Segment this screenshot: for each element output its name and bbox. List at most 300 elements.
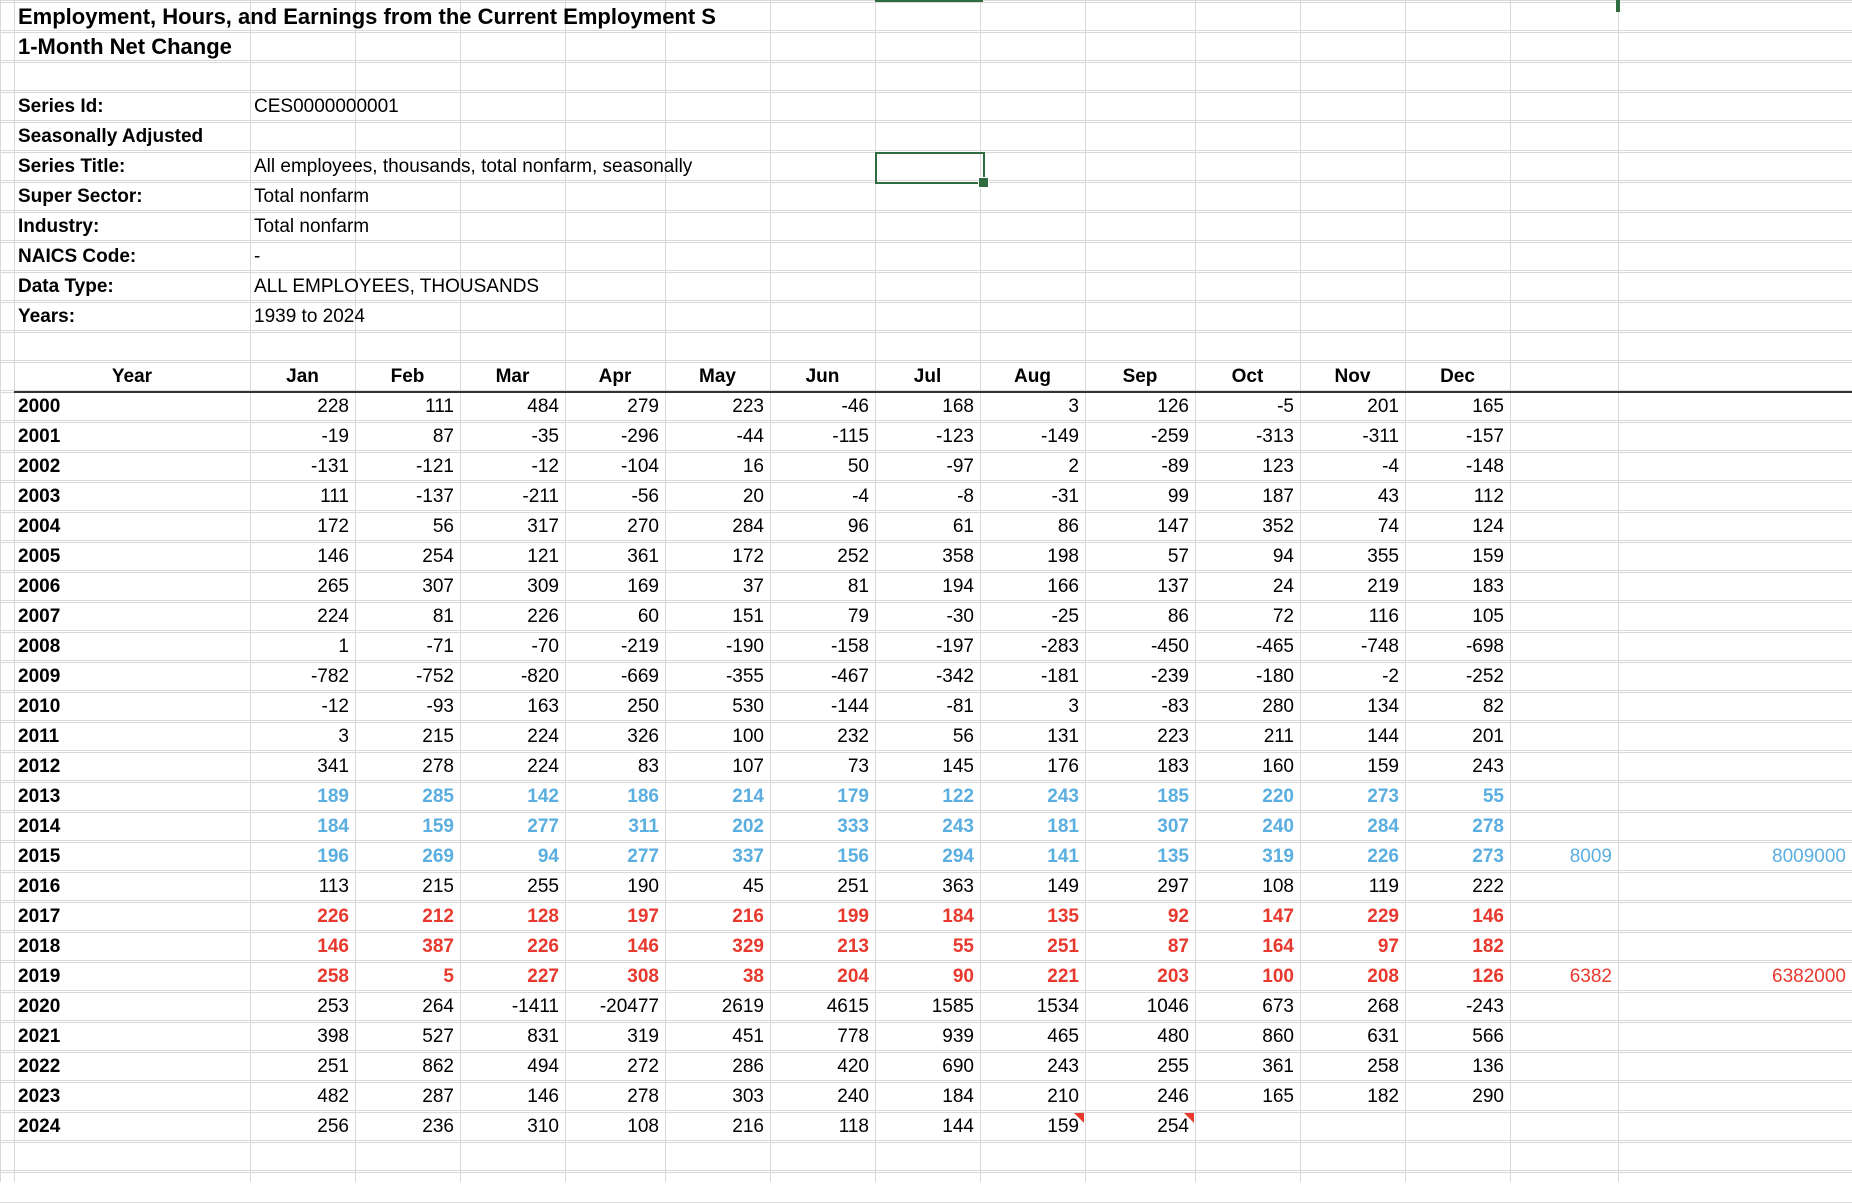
year-cell[interactable]: 2018 — [18, 936, 61, 957]
data-cell[interactable]: -283 — [1040, 636, 1079, 657]
data-cell[interactable]: 329 — [732, 936, 764, 957]
data-cell[interactable]: 137 — [1157, 576, 1189, 597]
data-cell[interactable]: 60 — [637, 606, 659, 627]
data-cell[interactable]: 690 — [942, 1056, 974, 1077]
data-cell[interactable]: 673 — [1262, 996, 1294, 1017]
data-cell[interactable]: 99 — [1167, 486, 1189, 507]
data-cell[interactable]: 135 — [1157, 846, 1189, 867]
data-cell[interactable]: 494 — [527, 1056, 559, 1077]
data-cell[interactable]: 126 — [1157, 396, 1189, 417]
data-cell[interactable]: 253 — [317, 996, 349, 1017]
data-cell[interactable]: 208 — [1367, 966, 1399, 987]
data-cell[interactable]: 303 — [732, 1086, 764, 1107]
data-cell[interactable]: 204 — [837, 966, 869, 987]
column-header-feb[interactable]: Feb — [390, 366, 425, 387]
total-cell[interactable]: 8009 — [1569, 846, 1612, 867]
data-cell[interactable]: -8 — [957, 486, 974, 507]
data-cell[interactable]: -46 — [841, 396, 869, 417]
data-cell[interactable]: 159 — [1047, 1116, 1079, 1137]
data-cell[interactable]: -97 — [946, 456, 974, 477]
data-cell[interactable]: -83 — [1161, 696, 1189, 717]
data-cell[interactable]: 181 — [1047, 816, 1079, 837]
data-cell[interactable]: 224 — [527, 756, 559, 777]
data-cell[interactable]: 273 — [1472, 846, 1504, 867]
data-cell[interactable]: 38 — [742, 966, 764, 987]
data-cell[interactable]: -669 — [620, 666, 659, 687]
year-cell[interactable]: 2011 — [18, 726, 60, 747]
data-cell[interactable]: 363 — [942, 876, 974, 897]
data-cell[interactable]: 176 — [1047, 756, 1079, 777]
data-cell[interactable]: 184 — [942, 1086, 974, 1107]
data-cell[interactable]: 160 — [1262, 756, 1294, 777]
data-cell[interactable]: 185 — [1157, 786, 1189, 807]
data-cell[interactable]: -89 — [1161, 456, 1189, 477]
data-cell[interactable]: 135 — [1047, 906, 1079, 927]
data-cell[interactable]: 183 — [1472, 576, 1504, 597]
data-cell[interactable]: -243 — [1465, 996, 1504, 1017]
data-cell[interactable]: -30 — [946, 606, 974, 627]
data-cell[interactable]: 250 — [627, 696, 659, 717]
data-cell[interactable]: 2 — [1068, 456, 1079, 477]
data-cell[interactable]: 219 — [1367, 576, 1399, 597]
column-header-dec[interactable]: Dec — [1440, 366, 1475, 387]
data-cell[interactable]: -131 — [310, 456, 349, 477]
year-cell[interactable]: 2017 — [18, 906, 61, 927]
meta-value[interactable]: CES0000000001 — [254, 96, 399, 117]
data-cell[interactable]: 190 — [627, 876, 659, 897]
year-cell[interactable]: 2012 — [18, 756, 61, 777]
meta-label[interactable]: Series Title: — [18, 156, 126, 177]
data-cell[interactable]: -123 — [935, 426, 974, 447]
data-cell[interactable]: 243 — [1047, 1056, 1079, 1077]
data-cell[interactable]: -190 — [725, 636, 764, 657]
column-header-sep[interactable]: Sep — [1122, 366, 1158, 387]
data-cell[interactable]: -81 — [946, 696, 974, 717]
data-cell[interactable]: 352 — [1262, 516, 1294, 537]
data-cell[interactable]: 1 — [338, 636, 349, 657]
data-cell[interactable]: 159 — [422, 816, 454, 837]
data-cell[interactable]: 79 — [847, 606, 869, 627]
data-cell[interactable]: 57 — [1167, 546, 1189, 567]
data-cell[interactable]: -137 — [415, 486, 454, 507]
data-cell[interactable]: 3 — [1068, 396, 1079, 417]
data-cell[interactable]: 128 — [527, 906, 559, 927]
data-cell[interactable]: 146 — [1472, 906, 1504, 927]
comment-indicator[interactable] — [1184, 1113, 1194, 1123]
data-cell[interactable]: 184 — [942, 906, 974, 927]
comment-indicator[interactable] — [1074, 1113, 1084, 1123]
data-cell[interactable]: -355 — [725, 666, 764, 687]
data-cell[interactable]: 141 — [1047, 846, 1079, 867]
data-cell[interactable]: 213 — [837, 936, 869, 957]
data-cell[interactable]: 159 — [1472, 546, 1504, 567]
data-cell[interactable]: 197 — [627, 906, 659, 927]
data-cell[interactable]: 169 — [627, 576, 659, 597]
data-cell[interactable]: 273 — [1367, 786, 1399, 807]
data-cell[interactable]: 87 — [1167, 936, 1189, 957]
data-cell[interactable]: 179 — [837, 786, 869, 807]
data-cell[interactable]: -239 — [1150, 666, 1189, 687]
year-cell[interactable]: 2013 — [18, 786, 61, 807]
data-cell[interactable]: 116 — [1368, 606, 1399, 627]
data-cell[interactable]: 156 — [837, 846, 869, 867]
data-cell[interactable]: 142 — [527, 786, 559, 807]
data-cell[interactable]: 255 — [1157, 1056, 1189, 1077]
data-cell[interactable]: 287 — [422, 1086, 454, 1107]
data-cell[interactable]: 151 — [732, 606, 764, 627]
data-cell[interactable]: 146 — [527, 1086, 559, 1107]
data-cell[interactable]: 480 — [1157, 1026, 1189, 1047]
data-cell[interactable]: 187 — [1262, 486, 1294, 507]
year-cell[interactable]: 2008 — [18, 636, 61, 657]
data-cell[interactable]: 214 — [732, 786, 764, 807]
data-cell[interactable]: 92 — [1167, 906, 1189, 927]
data-cell[interactable]: 361 — [627, 546, 659, 567]
data-cell[interactable]: 146 — [317, 546, 349, 567]
year-cell[interactable]: 2002 — [18, 456, 61, 477]
data-cell[interactable]: 107 — [732, 756, 764, 777]
column-header-nov[interactable]: Nov — [1334, 366, 1371, 387]
data-cell[interactable]: -115 — [832, 426, 869, 447]
data-cell[interactable]: 297 — [1157, 876, 1189, 897]
data-cell[interactable]: -698 — [1465, 636, 1504, 657]
data-cell[interactable]: 73 — [847, 756, 869, 777]
data-cell[interactable]: 94 — [1272, 546, 1294, 567]
data-cell[interactable]: 105 — [1472, 606, 1504, 627]
data-cell[interactable]: 264 — [422, 996, 454, 1017]
data-cell[interactable]: -19 — [321, 426, 349, 447]
data-cell[interactable]: 146 — [627, 936, 659, 957]
data-cell[interactable]: 387 — [422, 936, 454, 957]
data-cell[interactable]: 272 — [627, 1056, 659, 1077]
data-cell[interactable]: 277 — [627, 846, 659, 867]
data-cell[interactable]: 278 — [422, 756, 454, 777]
data-cell[interactable]: 216 — [732, 906, 764, 927]
data-cell[interactable]: 122 — [942, 786, 974, 807]
data-cell[interactable]: 94 — [537, 846, 559, 867]
data-cell[interactable]: -219 — [620, 636, 659, 657]
data-cell[interactable]: 212 — [422, 906, 454, 927]
data-cell[interactable]: 194 — [942, 576, 974, 597]
year-cell[interactable]: 2023 — [18, 1086, 61, 1107]
data-cell[interactable]: 55 — [952, 936, 974, 957]
data-cell[interactable]: 220 — [1262, 786, 1294, 807]
column-header-aug[interactable]: Aug — [1014, 366, 1051, 387]
data-cell[interactable]: 172 — [732, 546, 764, 567]
data-cell[interactable]: 216 — [732, 1116, 764, 1137]
year-cell[interactable]: 2000 — [18, 396, 61, 417]
data-cell[interactable]: 222 — [1472, 876, 1504, 897]
data-cell[interactable]: 278 — [1472, 816, 1504, 837]
data-cell[interactable]: 183 — [1157, 756, 1189, 777]
data-cell[interactable]: 146 — [317, 936, 349, 957]
data-cell[interactable]: 96 — [847, 516, 869, 537]
data-cell[interactable]: 333 — [837, 816, 869, 837]
data-cell[interactable]: 358 — [942, 546, 974, 567]
data-cell[interactable]: 3 — [338, 726, 349, 747]
data-cell[interactable]: 243 — [942, 816, 974, 837]
meta-label[interactable]: Data Type: — [18, 276, 114, 297]
data-cell[interactable]: -5 — [1277, 396, 1294, 417]
data-cell[interactable]: 166 — [1047, 576, 1079, 597]
data-cell[interactable]: 123 — [1262, 456, 1294, 477]
column-header-year[interactable]: Year — [111, 366, 153, 387]
data-cell[interactable]: 451 — [732, 1026, 764, 1047]
data-cell[interactable]: 165 — [1262, 1086, 1294, 1107]
data-cell[interactable]: 862 — [422, 1056, 454, 1077]
data-cell[interactable]: 100 — [1262, 966, 1294, 987]
data-cell[interactable]: 163 — [527, 696, 559, 717]
data-cell[interactable]: 159 — [1367, 756, 1399, 777]
data-cell[interactable]: 82 — [1482, 696, 1504, 717]
data-cell[interactable]: 56 — [432, 516, 454, 537]
meta-label[interactable]: Series Id: — [18, 96, 104, 117]
data-cell[interactable]: 243 — [1472, 756, 1504, 777]
data-cell[interactable]: 286 — [732, 1056, 764, 1077]
data-cell[interactable]: 221 — [1047, 966, 1079, 987]
data-cell[interactable]: 20 — [742, 486, 764, 507]
data-cell[interactable]: -144 — [830, 696, 869, 717]
year-cell[interactable]: 2024 — [18, 1116, 61, 1137]
data-cell[interactable]: 16 — [742, 456, 764, 477]
data-cell[interactable]: 251 — [317, 1056, 349, 1077]
data-cell[interactable]: 182 — [1472, 936, 1504, 957]
data-cell[interactable]: 56 — [952, 726, 974, 747]
data-cell[interactable]: 97 — [1377, 936, 1399, 957]
data-cell[interactable]: 309 — [527, 576, 559, 597]
data-cell[interactable]: 631 — [1367, 1026, 1399, 1047]
data-cell[interactable]: 270 — [627, 516, 659, 537]
data-cell[interactable]: 223 — [1157, 726, 1189, 747]
year-cell[interactable]: 2007 — [18, 606, 61, 627]
data-cell[interactable]: 778 — [837, 1026, 869, 1047]
data-cell[interactable]: 224 — [317, 606, 349, 627]
data-cell[interactable]: 307 — [1157, 816, 1189, 837]
meta-label[interactable]: NAICS Code: — [18, 246, 137, 267]
data-cell[interactable]: 2619 — [721, 996, 764, 1017]
data-cell[interactable]: 196 — [317, 846, 349, 867]
data-cell[interactable]: 258 — [1367, 1056, 1399, 1077]
data-cell[interactable]: -71 — [426, 636, 454, 657]
data-cell[interactable]: 269 — [422, 846, 454, 867]
data-cell[interactable]: 50 — [847, 456, 869, 477]
data-cell[interactable]: -782 — [310, 666, 349, 687]
data-cell[interactable]: -20477 — [599, 996, 659, 1017]
data-cell[interactable]: 149 — [1047, 876, 1079, 897]
data-cell[interactable]: 45 — [742, 876, 764, 897]
data-cell[interactable]: 119 — [1368, 876, 1399, 897]
column-header-jul[interactable]: Jul — [913, 366, 942, 387]
data-cell[interactable]: 939 — [942, 1026, 974, 1047]
data-cell[interactable]: 484 — [527, 396, 559, 417]
data-cell[interactable]: 108 — [627, 1116, 659, 1137]
data-cell[interactable]: 201 — [1367, 396, 1399, 417]
data-cell[interactable]: 319 — [1262, 846, 1294, 867]
data-cell[interactable]: 240 — [1262, 816, 1294, 837]
data-cell[interactable]: 4615 — [826, 996, 869, 1017]
data-cell[interactable]: -259 — [1150, 426, 1189, 447]
data-cell[interactable]: 3 — [1068, 696, 1079, 717]
data-cell[interactable]: 165 — [1472, 396, 1504, 417]
data-cell[interactable]: 112 — [1473, 486, 1504, 507]
data-cell[interactable]: 202 — [732, 816, 764, 837]
data-cell[interactable]: -121 — [415, 456, 454, 477]
year-cell[interactable]: 2020 — [18, 996, 61, 1017]
meta-label[interactable]: Super Sector: — [18, 186, 143, 207]
data-cell[interactable]: 258 — [317, 966, 349, 987]
data-cell[interactable]: 226 — [1367, 846, 1399, 867]
data-cell[interactable]: 24 — [1272, 576, 1294, 597]
data-cell[interactable]: 136 — [1472, 1056, 1504, 1077]
data-cell[interactable]: 215 — [422, 876, 454, 897]
data-cell[interactable]: 118 — [838, 1116, 869, 1137]
data-cell[interactable]: 108 — [1262, 876, 1294, 897]
total-times-thousand-cell[interactable]: 8009000 — [1772, 846, 1846, 867]
data-cell[interactable]: 189 — [317, 786, 349, 807]
data-cell[interactable]: 144 — [942, 1116, 974, 1137]
data-cell[interactable]: 201 — [1472, 726, 1504, 747]
data-cell[interactable]: -252 — [1465, 666, 1504, 687]
data-cell[interactable]: 341 — [317, 756, 349, 777]
data-cell[interactable]: 268 — [1367, 996, 1399, 1017]
data-cell[interactable]: -35 — [531, 426, 559, 447]
data-cell[interactable]: 37 — [742, 576, 764, 597]
year-cell[interactable]: 2009 — [18, 666, 61, 687]
year-cell[interactable]: 2016 — [18, 876, 61, 897]
data-cell[interactable]: -158 — [830, 636, 869, 657]
data-cell[interactable]: -1411 — [511, 996, 559, 1017]
meta-label[interactable]: Years: — [18, 306, 76, 327]
data-cell[interactable]: -56 — [631, 486, 659, 507]
meta-value[interactable]: Total nonfarm — [254, 216, 370, 237]
data-cell[interactable]: 1534 — [1036, 996, 1079, 1017]
data-cell[interactable]: 1585 — [931, 996, 974, 1017]
data-cell[interactable]: 87 — [432, 426, 454, 447]
data-cell[interactable]: 186 — [627, 786, 659, 807]
data-cell[interactable]: -148 — [1465, 456, 1504, 477]
data-cell[interactable]: -465 — [1255, 636, 1294, 657]
column-header-jun[interactable]: Jun — [805, 366, 840, 387]
data-cell[interactable]: -44 — [736, 426, 764, 447]
data-cell[interactable]: 90 — [952, 966, 974, 987]
data-cell[interactable]: 361 — [1262, 1056, 1294, 1077]
data-cell[interactable]: 81 — [432, 606, 454, 627]
data-cell[interactable]: 319 — [627, 1026, 659, 1047]
data-cell[interactable]: -31 — [1051, 486, 1079, 507]
data-cell[interactable]: 236 — [422, 1116, 454, 1137]
data-cell[interactable]: 307 — [422, 576, 454, 597]
data-cell[interactable]: 308 — [627, 966, 659, 987]
data-cell[interactable]: 398 — [317, 1026, 349, 1047]
data-cell[interactable]: 134 — [1367, 696, 1399, 717]
data-cell[interactable]: 215 — [422, 726, 454, 747]
data-cell[interactable]: -181 — [1040, 666, 1079, 687]
data-cell[interactable]: -25 — [1051, 606, 1079, 627]
data-cell[interactable]: -4 — [852, 486, 869, 507]
sheet-subtitle[interactable]: 1-Month Net Change — [18, 34, 232, 59]
column-header-may[interactable]: May — [699, 366, 736, 387]
data-cell[interactable]: 226 — [317, 906, 349, 927]
data-cell[interactable]: 227 — [527, 966, 559, 987]
data-cell[interactable]: 251 — [1047, 936, 1079, 957]
data-cell[interactable]: 527 — [422, 1026, 454, 1047]
data-cell[interactable]: -313 — [1255, 426, 1294, 447]
data-cell[interactable]: 74 — [1377, 516, 1399, 537]
meta-label[interactable]: Industry: — [18, 216, 100, 237]
data-cell[interactable]: -197 — [935, 636, 974, 657]
year-cell[interactable]: 2014 — [18, 816, 61, 837]
data-cell[interactable]: 198 — [1047, 546, 1079, 567]
data-cell[interactable]: 226 — [527, 936, 559, 957]
data-cell[interactable]: 246 — [1157, 1086, 1189, 1107]
meta-value[interactable]: 1939 to 2024 — [254, 306, 365, 327]
data-cell[interactable]: -180 — [1255, 666, 1294, 687]
year-cell[interactable]: 2019 — [18, 966, 61, 987]
data-cell[interactable]: 199 — [837, 906, 869, 927]
data-cell[interactable]: 256 — [317, 1116, 349, 1137]
column-header-mar[interactable]: Mar — [495, 366, 530, 387]
year-cell[interactable]: 2004 — [18, 516, 61, 537]
data-cell[interactable]: -12 — [531, 456, 559, 477]
data-cell[interactable]: 278 — [627, 1086, 659, 1107]
data-cell[interactable]: -211 — [522, 486, 559, 507]
meta-value[interactable]: ALL EMPLOYEES, THOUSANDS — [254, 276, 540, 297]
data-cell[interactable]: -752 — [415, 666, 454, 687]
data-cell[interactable]: -467 — [830, 666, 869, 687]
data-cell[interactable]: 285 — [422, 786, 454, 807]
data-cell[interactable]: 224 — [527, 726, 559, 747]
data-cell[interactable]: 164 — [1262, 936, 1294, 957]
data-cell[interactable]: 124 — [1472, 516, 1504, 537]
data-cell[interactable]: 81 — [847, 576, 869, 597]
data-cell[interactable]: 131 — [1047, 726, 1079, 747]
data-cell[interactable]: 279 — [627, 396, 659, 417]
meta-value[interactable]: - — [254, 246, 261, 267]
data-cell[interactable]: 172 — [317, 516, 349, 537]
data-cell[interactable]: 311 — [628, 816, 659, 837]
data-cell[interactable]: 144 — [1367, 726, 1399, 747]
data-cell[interactable]: 277 — [527, 816, 559, 837]
data-cell[interactable]: 326 — [627, 726, 659, 747]
data-cell[interactable]: 226 — [527, 606, 559, 627]
data-cell[interactable]: 252 — [837, 546, 869, 567]
data-cell[interactable]: 530 — [732, 696, 764, 717]
year-cell[interactable]: 2001 — [18, 426, 61, 447]
data-cell[interactable]: 294 — [942, 846, 974, 867]
year-cell[interactable]: 2022 — [18, 1056, 61, 1077]
selected-cell[interactable] — [875, 152, 985, 184]
data-cell[interactable]: -820 — [520, 666, 559, 687]
fill-handle[interactable] — [978, 177, 989, 188]
data-cell[interactable]: -296 — [620, 426, 659, 447]
column-header-apr[interactable]: Apr — [598, 366, 632, 387]
data-cell[interactable]: 111 — [320, 486, 349, 507]
meta-label[interactable]: Seasonally Adjusted — [18, 126, 204, 147]
meta-value[interactable]: All employees, thousands, total nonfarm, seasonally — [254, 156, 693, 177]
sheet-title[interactable]: Employment, Hours, and Earnings from the Current Employment S — [18, 4, 716, 29]
data-cell[interactable]: -104 — [620, 456, 659, 477]
data-cell[interactable]: -70 — [531, 636, 559, 657]
data-cell[interactable]: 284 — [732, 516, 764, 537]
data-cell[interactable]: -93 — [426, 696, 454, 717]
data-cell[interactable]: 145 — [942, 756, 974, 777]
data-cell[interactable]: 211 — [1263, 726, 1294, 747]
data-cell[interactable]: -12 — [321, 696, 349, 717]
data-cell[interactable]: 232 — [837, 726, 869, 747]
column-header-oct[interactable]: Oct — [1231, 366, 1264, 387]
data-cell[interactable]: -157 — [1465, 426, 1504, 447]
data-cell[interactable]: 43 — [1377, 486, 1399, 507]
